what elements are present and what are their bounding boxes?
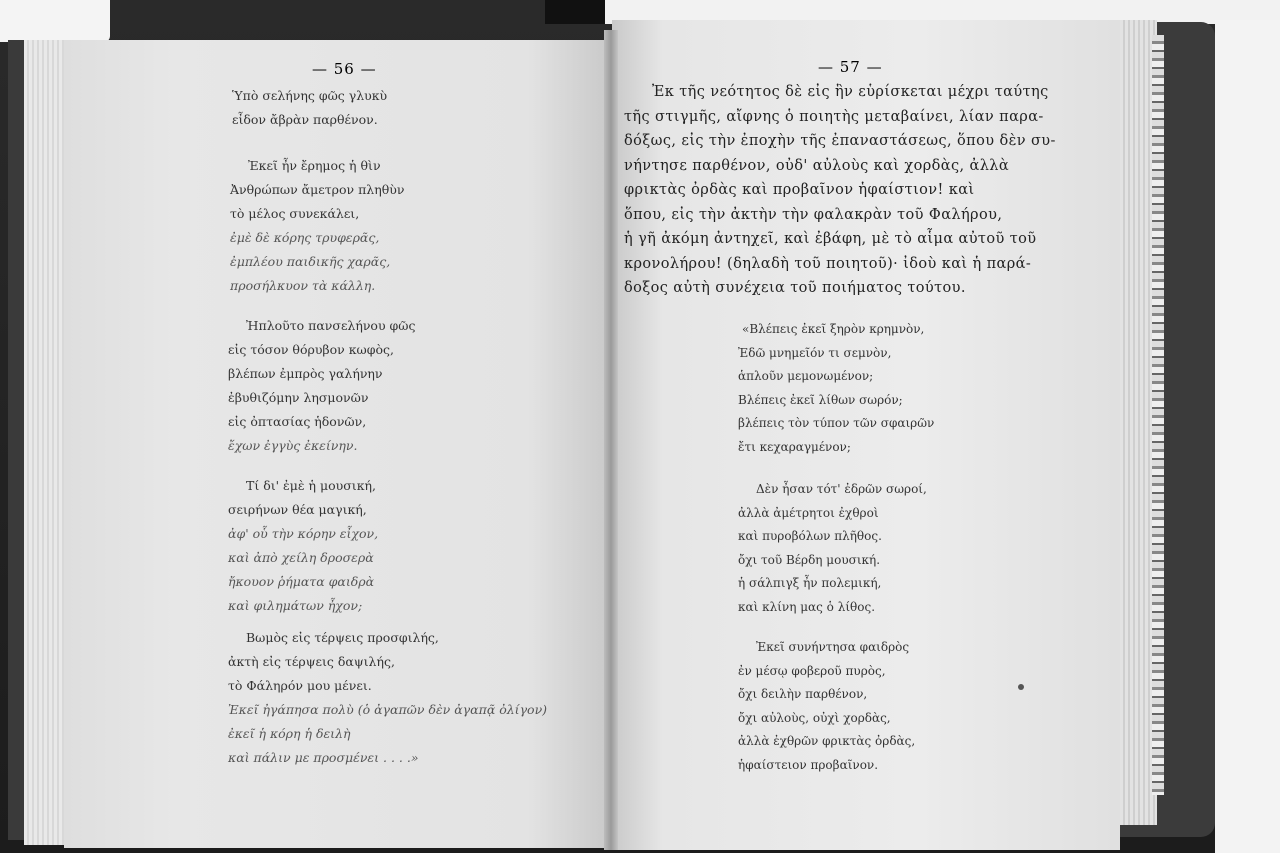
text-line: βλέπεις τὸν τύπον τῶν σφαιρῶν <box>738 416 935 430</box>
text-line: ἔχων ἐγγὺς ἐκείνην. <box>228 438 358 453</box>
text-line: ἀλλὰ ἐχθρῶν φρικτὰς ὀρδὰς, <box>738 734 916 748</box>
text-line: ἐν μέσῳ φοβεροῦ πυρὸς, <box>738 663 886 678</box>
text-line: δόξως, εἰς τὴν ἐποχὴν τῆς ἐπαναστάσεως, ὅπου δὲν συ- <box>624 133 1056 149</box>
ink-speck <box>1018 684 1024 690</box>
text-line: καὶ πυροβόλων πλῆθος. <box>738 529 882 543</box>
shadow-strip <box>545 0 605 24</box>
text-line: ὄχι δειλὴν παρθένον, <box>738 687 868 701</box>
text-line: Ἠπλοῦτο πανσελήνου φῶς <box>246 318 416 333</box>
text-line: ἀκτὴ εἰς τέρψεις δαψιλής, <box>228 654 395 669</box>
text-line: ἡφαίστειον προβαῖνον. <box>738 757 879 772</box>
text-line: ὄχι τοῦ Βέρδη μουσική. <box>738 552 881 567</box>
text-line: Ἐκεῖ συνήντησα φαιδρὸς <box>756 640 910 654</box>
text-line: ἡ γῆ ἀκόμη ἀντηχεῖ, καὶ ἐβάφη, μὲ τὸ αἷμα αὐτοῦ τοῦ <box>624 231 1037 247</box>
text-line: καὶ κλίνη μας ὁ λίθος. <box>738 599 876 614</box>
text-line: Ἐκ τῆς νεότητος δὲ εἰς ἣν εὑρίσκεται μέχρι ταύτης <box>652 84 1049 100</box>
text-line: ἤκουον ῥήματα φαιδρὰ <box>228 574 375 589</box>
text-line: ἀφ' οὗ τὴν κόρην εἶχον, <box>228 526 379 541</box>
text-line: «Βλέπεις ἐκεῖ ξηρὸν κρημνὸν, <box>742 322 925 336</box>
text-line: τῆς στιγμῆς, αἴφνης ὁ ποιητὴς μεταβαίνει, λίαν παρα- <box>624 108 1044 125</box>
text-line: ἐμπλέου παιδικῆς χαρᾶς, <box>230 254 391 269</box>
text-line: ἐμὲ δὲ κόρης τρυφερᾶς, <box>230 230 380 245</box>
text-line: ἡ σάλπιγξ ἦν πολεμική, <box>738 576 882 590</box>
text-line: τὸ Φάληρόν μου μένει. <box>228 678 372 693</box>
text-line: Δὲν ἦσαν τότ' ἐδρῶν σωροί, <box>756 482 927 496</box>
text-line: Ἐδῶ μνημεῖόν τι σεμνὸν, <box>738 345 892 360</box>
text-line: καὶ πάλιν με προσμένει . . . .» <box>228 750 419 765</box>
marbled-endpaper <box>1152 35 1164 795</box>
text-line: τὸ μέλος συνεκάλει, <box>230 206 360 221</box>
page-number-left: — 56 — <box>312 60 377 78</box>
text-line: ἀλλὰ ἀμέτρητοι ἐχθροὶ <box>738 505 879 520</box>
text-line: φρικτὰς ὀρδὰς καὶ προβαῖνον ἡφαίστιον! καὶ <box>624 182 975 198</box>
paper-corner <box>0 0 110 42</box>
text-line: Τί δι' ἐμὲ ἡ μουσική, <box>246 478 376 493</box>
text-line: βλέπων ἐμπρὸς γαλήνην <box>228 366 383 381</box>
text-line: καὶ ἀπὸ χείλη δροσερὰ <box>228 550 374 565</box>
text-line: σειρήνων θέα μαγική, <box>228 502 367 517</box>
text-line: Ἐκεῖ ἠγάπησα πολὺ (ὁ ἀγαπῶν δὲν ἀγαπᾷ ὀλίγον) <box>228 702 548 717</box>
text-line: δοξος αὐτὴ συνέχεια τοῦ ποιήματος τούτου. <box>624 280 966 296</box>
text-line: Ὑπὸ σελήνης φῶς γλυκὺ <box>232 88 388 103</box>
text-line: εἶδον ἄβρὰν παρθένον. <box>232 112 378 127</box>
page-number-right: — 57 — <box>818 58 883 76</box>
text-line: Ἀνθρώπων ἄμετρον πληθὺν <box>230 182 405 197</box>
text-line: Βωμὸς εἰς τέρψεις προσφιλής, <box>246 630 439 645</box>
text-line: εἰς ὀπτασίας ἡδονῶν, <box>228 414 367 429</box>
text-line: ὅπου, εἰς τὴν ἀκτὴν τὴν φαλακρὰν τοῦ Φαλήρου, <box>624 206 1003 223</box>
book-gutter <box>604 30 618 850</box>
text-line: ἁπλοῦν μεμονωμένον; <box>738 369 874 383</box>
background-right <box>1215 20 1280 853</box>
text-line: Βλέπεις ἐκεῖ λίθων σωρόν; <box>738 392 903 407</box>
text-line: ἔτι κεχαραγμένον; <box>738 439 851 454</box>
text-line: εἰς τόσον θόρυβον κωφὸς, <box>228 342 395 357</box>
text-line: Ἐκεῖ ἦν ἔρημος ἡ θὶν <box>248 158 381 173</box>
text-line: ἐβυθιζόμην λησμονῶν <box>228 390 369 405</box>
text-line: προσήλκυον τὰ κάλλη. <box>230 278 376 293</box>
text-line: ὄχι αὐλοὺς, οὐχὶ χορδὰς, <box>738 710 891 725</box>
text-line: καὶ φιλημάτων ἦχον; <box>228 598 363 613</box>
page-edges-right <box>1115 20 1157 825</box>
text-line: νήντησε παρθένον, οὐδ' αὐλοὺς καὶ χορδὰς, ἀλλὰ <box>624 157 1010 174</box>
text-line: ἐκεῖ ἡ κόρη ἡ δειλὴ <box>228 726 351 741</box>
text-line: κρονολήρου! (δηλαδὴ τοῦ ποιητοῦ)· ἰδοὺ καὶ ἡ παρά- <box>624 255 1032 272</box>
